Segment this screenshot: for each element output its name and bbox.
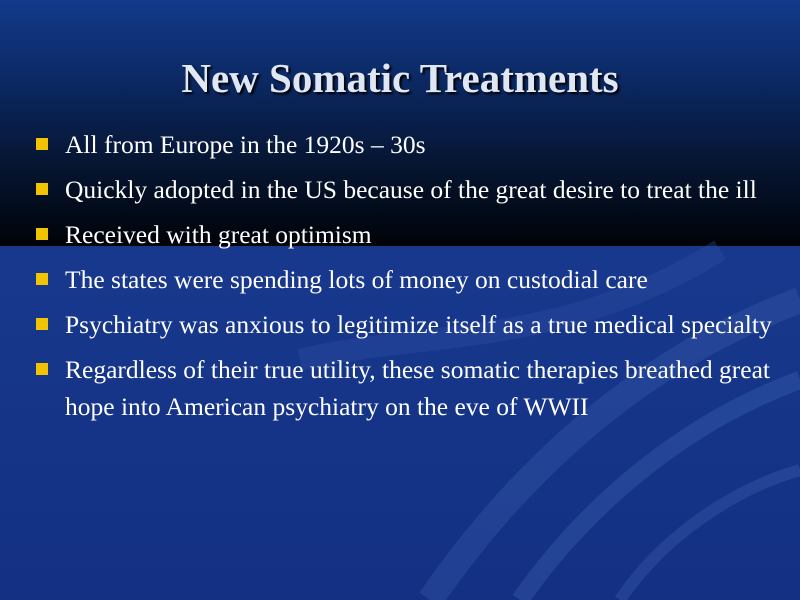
bullet-list xyxy=(0,126,800,433)
bullet-item xyxy=(0,171,800,208)
bullet-text: Regardless of their true utility, these somatic therapies breathed great hope into American psychiatry on the eve of WWII xyxy=(65,355,771,421)
square-bullet-icon xyxy=(36,273,48,285)
bullet-text: All from Europe in the 1920s – 30s xyxy=(65,130,426,159)
square-bullet-icon xyxy=(36,228,48,240)
bullet-text: Quickly adopted in the US because of the great desire to treat the ill xyxy=(65,175,757,204)
bullet-item xyxy=(0,216,800,253)
square-bullet-icon xyxy=(36,138,48,150)
square-bullet-icon xyxy=(36,363,48,375)
bullet-text: Psychiatry was anxious to legitimize itself as a true medical specialty xyxy=(65,310,772,339)
bullet-item xyxy=(0,306,800,343)
bullet-text: Received with great optimism xyxy=(65,220,372,249)
square-bullet-icon xyxy=(36,318,48,330)
bullet-item xyxy=(0,351,800,425)
bullet-item xyxy=(0,126,800,163)
bullet-item xyxy=(0,261,800,298)
square-bullet-icon xyxy=(36,183,48,195)
bullet-text: The states were spending lots of money on custodial care xyxy=(65,265,648,294)
slide-title: New Somatic Treatments xyxy=(181,55,619,101)
